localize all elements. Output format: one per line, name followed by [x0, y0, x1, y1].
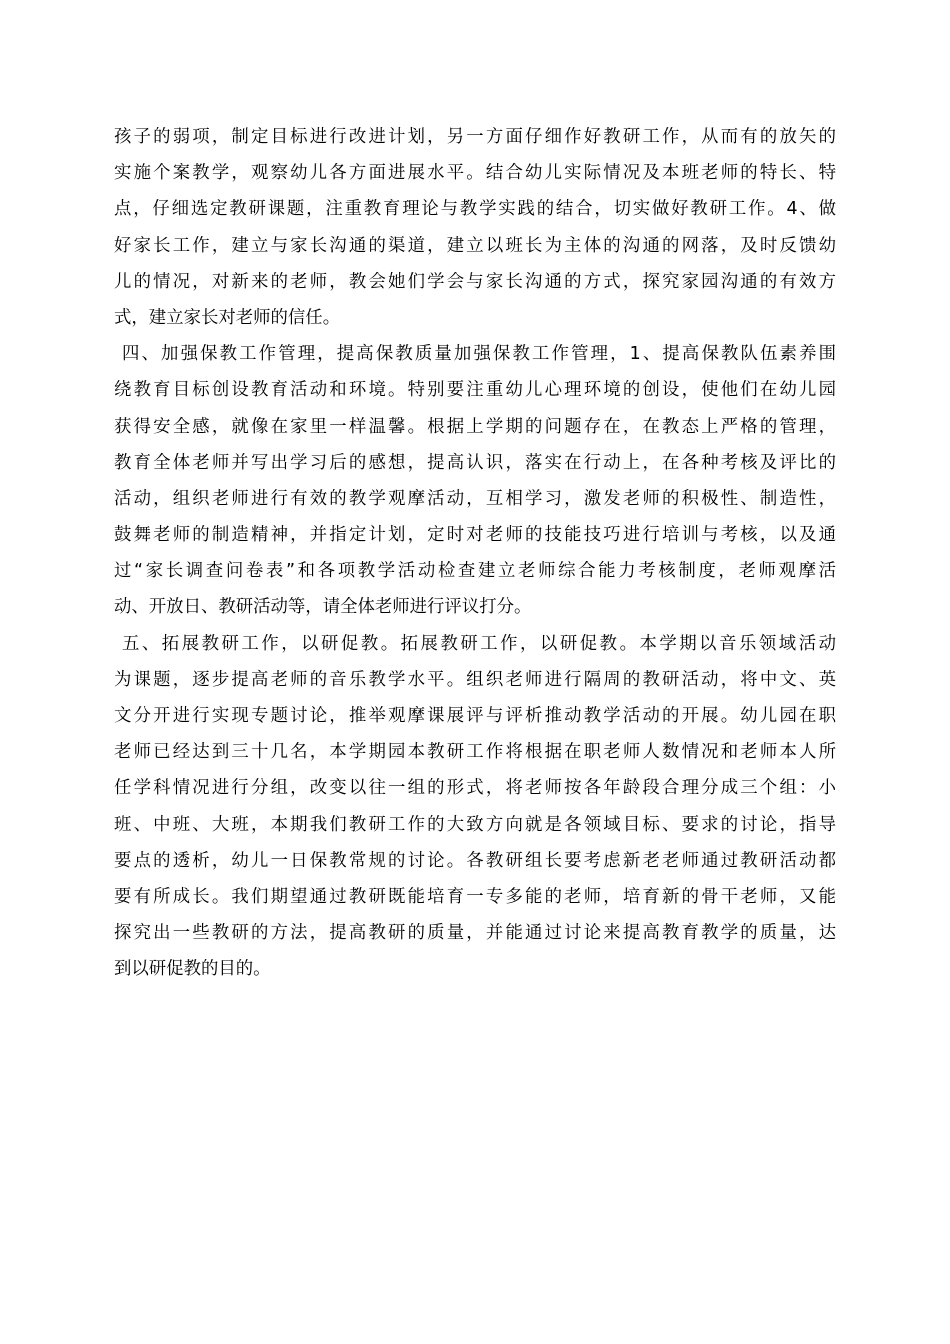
text-line: 教育全体老师并写出学习后的感想，提高认识，落实在行动上，在各种考核及评比的 — [114, 452, 836, 473]
text-line: 实施个案教学，观察幼儿各方面进展水平。结合幼儿实际情况及本班老师的特长、特 — [114, 163, 836, 184]
text-line: 儿的情况，对新来的老师，教会她们学会与家长沟通的方式，探究家园沟通的有效方 — [114, 271, 836, 292]
paragraph-section-4 — [114, 336, 836, 626]
text-line: 活动，组织老师进行有效的教学观摩活动，互相学习，激发老师的积极性、制造性， — [114, 488, 836, 509]
text-line: 孩子的弱项，制定目标进行改进计划，另一方面仔细作好教研工作，从而有的放矢的 — [114, 127, 836, 147]
text-line: 鼓舞老师的制造精神，并指定计划，定时对老师的技能技巧进行培训与考核，以及通 — [114, 525, 836, 546]
text-line: 到以研促教的目的。 — [114, 959, 271, 980]
text-line: 过“家长调查问卷表”和各项教学活动检查建立老师综合能力考核制度，老师观摩活 — [114, 561, 836, 582]
text-line: 好家长工作，建立与家长沟通的渠道，建立以班长为主体的沟通的网落，及时反馈幼 — [114, 235, 836, 256]
text-line: 为课题，逐步提高老师的音乐教学水平。组织老师进行隔周的教研活动，将中文、英 — [114, 669, 836, 690]
text-line: 点，仔细选定教研课题，注重教育理论与教学实践的结合，切实做好教研工作。4、做 — [114, 199, 836, 220]
section-4-heading-line: 四、加强保教工作管理，提高保教质量加强保教工作管理，1、提高保教队伍素养围 — [122, 344, 836, 365]
document-body — [114, 119, 836, 988]
paragraph-section-5 — [114, 626, 836, 988]
text-line: 式，建立家长对老师的信任。 — [114, 307, 341, 328]
text-line: 文分开进行实现专题讨论，推举观摩课展评与评析推动教学活动的开展。幼儿园在职 — [114, 706, 836, 726]
text-line: 要点的透析，幼儿一日保教常规的讨论。各教研组长要考虑新老老师通过教研活动都 — [114, 850, 836, 871]
text-line: 获得安全感，就像在家里一样温馨。根据上学期的问题存在，在教态上严格的管理， — [114, 416, 836, 437]
text-line: 要有所成长。我们期望通过教研既能培育一专多能的老师，培育新的骨干老师，又能 — [114, 886, 836, 907]
text-line: 班、中班、大班，本期我们教研工作的大致方向就是各领域目标、要求的讨论，指导 — [114, 814, 836, 835]
section-5-heading-line: 五、拓展教研工作，以研促教。拓展教研工作，以研促教。本学期以音乐领域活动 — [122, 633, 836, 654]
text-line: 动、开放日、教研活动等，请全体老师进行评议打分。 — [114, 597, 532, 618]
text-line: 绕教育目标创设教育活动和环境。特别要注重幼儿心理环境的创设，使他们在幼儿园 — [114, 380, 836, 401]
text-line: 老师已经达到三十几名，本学期园本教研工作将根据在职老师人数情况和老师本人所 — [114, 742, 836, 763]
paragraph-continuation — [114, 119, 836, 336]
text-line: 探究出一些教研的方法，提高教研的质量，并能通过讨论来提高教育教学的质量，达 — [114, 923, 836, 944]
text-line: 任学科情况进行分组，改变以往一组的形式，将老师按各年龄段合理分成三个组：小 — [114, 778, 836, 799]
